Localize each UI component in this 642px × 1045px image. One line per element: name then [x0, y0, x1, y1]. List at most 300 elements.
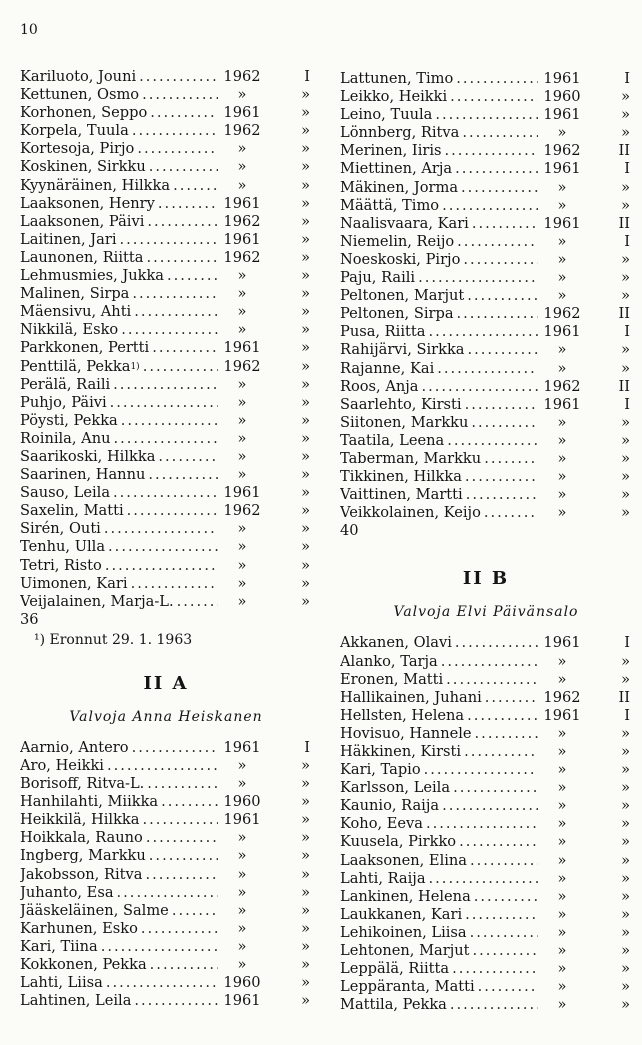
student-name: Korhonen, Seppo — [20, 104, 148, 122]
student-name: Veikkolainen, Keijo — [340, 504, 481, 522]
entry-year: 1961 — [543, 395, 581, 413]
class-level: » — [301, 901, 310, 919]
student-name: Taberman, Markku — [340, 449, 482, 467]
list-item — [340, 179, 632, 197]
student-name-cell — [20, 412, 218, 430]
student-name-cell — [340, 870, 538, 888]
student-name-cell — [340, 468, 538, 486]
student-name-cell — [20, 285, 218, 303]
dot-leader — [464, 707, 538, 725]
student-name-cell — [340, 671, 538, 689]
student-name: Alanko, Tarja — [340, 652, 438, 670]
list-item — [20, 557, 312, 575]
student-name: Jakobsson, Ritva — [20, 865, 143, 883]
class-level: I — [624, 323, 630, 341]
class-level: » — [621, 359, 630, 377]
list-item — [340, 106, 632, 124]
dot-leader — [468, 414, 538, 432]
list-item — [340, 396, 632, 414]
list-item — [20, 793, 312, 811]
entry-year: 1961 — [223, 194, 261, 212]
student-name: Hallikainen, Juhani — [340, 688, 482, 706]
class-level: » — [621, 449, 630, 467]
student-name-cell — [20, 866, 218, 884]
student-name: Sauso, Leila — [20, 484, 111, 502]
student-name-cell — [20, 593, 218, 611]
class-level: » — [621, 960, 630, 978]
class-level: I — [624, 395, 630, 413]
class-level: » — [621, 851, 630, 869]
class-level: » — [621, 468, 630, 486]
class-level: » — [621, 124, 630, 142]
entry-year: 1961 — [223, 811, 261, 829]
dot-leader — [164, 267, 218, 285]
entry-year: 1961 — [543, 323, 581, 341]
class-level: » — [301, 847, 310, 865]
list-item — [340, 233, 632, 251]
entry-year: » — [237, 829, 247, 847]
list-item — [20, 847, 312, 865]
class-list-iia — [20, 739, 312, 1010]
student-count: 40 — [340, 522, 359, 540]
list-item — [20, 303, 312, 321]
entry-year: 1962 — [223, 122, 261, 140]
student-name-cell — [340, 743, 538, 761]
entry-year: » — [237, 757, 247, 774]
entry-year: 1961 — [543, 70, 581, 87]
class-level: II — [618, 214, 630, 232]
student-name-cell — [340, 124, 538, 142]
student-name-cell — [340, 779, 538, 797]
entry-year: » — [237, 901, 247, 919]
list-item — [20, 520, 312, 538]
entry-year: » — [557, 851, 567, 869]
class-level: » — [301, 793, 310, 811]
list-item — [340, 287, 632, 305]
class-level: » — [301, 212, 310, 230]
list-item — [20, 358, 312, 376]
dot-leader — [158, 793, 218, 811]
dot-leader — [469, 215, 538, 233]
entry-year: 1962 — [223, 212, 261, 230]
class-level: » — [621, 996, 630, 1014]
student-name-cell — [340, 450, 538, 468]
list-item — [340, 414, 632, 432]
student-name-cell — [20, 231, 218, 249]
entry-year: » — [557, 341, 567, 359]
list-item — [20, 86, 312, 104]
list-item — [340, 761, 632, 779]
student-name: Borisoff, Ritva-L. — [20, 775, 145, 793]
dot-leader — [101, 520, 218, 538]
dot-leader — [461, 743, 538, 761]
student-name-cell — [20, 884, 218, 902]
list-item — [340, 888, 632, 906]
list-item — [20, 992, 312, 1010]
list-item — [340, 634, 632, 652]
student-name-cell — [20, 321, 218, 339]
class-level: » — [301, 86, 310, 104]
entry-year: » — [557, 178, 567, 196]
entry-year: » — [237, 937, 247, 955]
entry-year: 1961 — [223, 104, 261, 122]
list-item — [340, 743, 632, 761]
dot-leader — [454, 305, 538, 323]
dot-leader — [467, 852, 538, 870]
student-name: Hellsten, Helena — [340, 706, 465, 724]
dot-leader — [142, 866, 218, 884]
student-name: Saarikoski, Hilkka — [20, 447, 156, 465]
list-item — [340, 323, 632, 341]
student-name-cell — [340, 707, 538, 725]
student-name-cell — [20, 448, 218, 466]
dot-leader — [102, 557, 218, 575]
student-name: Vaittinen, Martti — [340, 486, 463, 504]
student-name-cell — [20, 956, 218, 974]
entry-year: 1962 — [223, 357, 261, 375]
class-level: » — [301, 267, 310, 285]
student-name-cell — [340, 960, 538, 978]
list-item — [20, 394, 312, 412]
entry-year: » — [557, 250, 567, 268]
entry-year: » — [557, 413, 567, 431]
class-level: » — [621, 431, 630, 449]
dot-leader — [464, 287, 538, 305]
class-level: I — [624, 706, 630, 724]
entry-year: » — [557, 743, 567, 760]
class-level: » — [621, 779, 630, 797]
student-name: Juhanto, Esa — [20, 883, 114, 901]
footnote-marker: 1) — [130, 361, 140, 372]
class-level: » — [301, 375, 310, 393]
student-name: Penttilä, Pekka — [20, 357, 131, 375]
list-item — [20, 902, 312, 920]
entry-year: » — [557, 978, 567, 996]
student-name-cell — [20, 68, 218, 86]
list-item — [340, 70, 632, 88]
class-level: » — [301, 248, 310, 266]
student-name: Lahti, Liisa — [20, 974, 103, 992]
class-level: I — [624, 70, 630, 87]
student-name-cell — [20, 502, 218, 520]
class-level: » — [621, 978, 630, 996]
list-item — [340, 689, 632, 707]
list-item — [340, 779, 632, 797]
student-name: Jääskeläinen, Salme — [20, 901, 169, 919]
dot-leader — [136, 68, 218, 86]
student-name-cell — [340, 142, 538, 160]
entry-year: » — [557, 124, 567, 142]
class-level: » — [301, 176, 310, 194]
student-name-cell — [20, 177, 218, 195]
dot-leader — [462, 396, 538, 414]
student-name: Parkkonen, Pertti — [20, 339, 150, 357]
entry-year: » — [237, 956, 247, 974]
list-item — [20, 502, 312, 520]
class-level: » — [301, 574, 310, 592]
dot-leader — [118, 412, 218, 430]
entry-year: » — [237, 321, 247, 339]
student-name: Uimonen, Kari — [20, 574, 128, 592]
student-name-cell — [20, 339, 218, 357]
student-name: Miettinen, Arja — [340, 160, 453, 178]
list-item — [340, 653, 632, 671]
list-item — [20, 448, 312, 466]
student-name-cell — [20, 557, 218, 575]
student-name: Roos, Anja — [340, 377, 419, 395]
student-name-cell — [340, 761, 538, 779]
student-name-cell — [20, 358, 218, 376]
student-name-cell — [20, 195, 218, 213]
class-level: » — [301, 556, 310, 574]
entry-year: » — [237, 538, 247, 556]
student-name: Koskinen, Sirkku — [20, 158, 146, 176]
class-level: » — [621, 923, 630, 941]
student-name: Hanhilahti, Miikka — [20, 793, 159, 811]
student-name: Veijalainen, Marja-L. — [20, 592, 174, 610]
dot-leader — [143, 829, 218, 847]
dot-leader — [139, 86, 218, 104]
student-name: Laukkanen, Kari — [340, 905, 463, 923]
student-name: Tikkinen, Hilkka — [340, 468, 462, 486]
class-level: » — [621, 724, 630, 742]
student-name: Tenhu, Ulla — [20, 538, 106, 556]
list-item — [340, 852, 632, 870]
dot-leader — [114, 884, 218, 902]
dot-leader — [110, 376, 218, 394]
student-name-cell — [20, 757, 218, 775]
student-name-cell — [20, 466, 218, 484]
dot-leader — [134, 140, 218, 158]
class-level: » — [621, 250, 630, 268]
list-item — [340, 432, 632, 450]
class-level: II — [618, 377, 630, 395]
list-item — [20, 938, 312, 956]
list-item — [20, 140, 312, 158]
class-list-iib — [340, 634, 632, 1014]
list-item — [340, 142, 632, 160]
entry-year: » — [557, 905, 567, 923]
class-level: » — [301, 357, 310, 375]
dot-leader — [432, 106, 538, 124]
class-level: » — [301, 484, 310, 502]
list-item — [20, 593, 312, 611]
class-level: » — [621, 815, 630, 833]
student-name: Lahtinen, Leila — [20, 992, 132, 1010]
list-item — [20, 884, 312, 902]
student-name: Laaksonen, Henry — [20, 194, 155, 212]
entry-year: 1961 — [223, 992, 261, 1010]
entry-year: 1960 — [223, 974, 261, 992]
student-name: Eronen, Matti — [340, 670, 444, 688]
entry-year: » — [237, 429, 247, 447]
list-item — [20, 575, 312, 593]
entry-year: » — [557, 797, 567, 815]
student-name: Puhjo, Päivi — [20, 393, 107, 411]
student-name-cell — [20, 829, 218, 847]
student-name-cell — [340, 341, 538, 359]
student-name: Aro, Heikki — [20, 757, 104, 774]
student-name: Saarinen, Hannu — [20, 466, 146, 484]
entry-year: 1961 — [223, 230, 261, 248]
entry-year: » — [237, 140, 247, 158]
student-name-cell — [20, 213, 218, 231]
list-item — [340, 978, 632, 996]
entry-year: 1960 — [223, 793, 261, 811]
student-name: Rajanne, Kai — [340, 359, 435, 377]
class-level: I — [624, 634, 630, 652]
student-name: Kaunio, Raija — [340, 797, 440, 815]
entry-year: » — [557, 652, 567, 670]
class-level: » — [301, 757, 310, 774]
list-item — [20, 195, 312, 213]
class-level: » — [621, 196, 630, 214]
dot-leader — [144, 775, 218, 793]
entry-year: 1962 — [543, 688, 581, 706]
dot-leader — [456, 833, 538, 851]
dot-leader — [415, 269, 538, 287]
student-name-cell — [340, 653, 538, 671]
dot-leader — [138, 920, 218, 938]
student-name: Rahijärvi, Sirkka — [340, 341, 465, 359]
student-name-cell — [340, 305, 538, 323]
page-number: 10 — [20, 22, 38, 38]
dot-leader — [149, 339, 218, 357]
entry-year: » — [237, 556, 247, 574]
dot-leader — [462, 906, 538, 924]
list-item — [340, 942, 632, 960]
entry-year: » — [557, 670, 567, 688]
class-level: » — [301, 974, 310, 992]
class-level: » — [301, 447, 310, 465]
student-name-cell — [340, 906, 538, 924]
list-item — [20, 866, 312, 884]
list-item — [20, 158, 312, 176]
right-column — [340, 70, 632, 1014]
entry-year: » — [237, 285, 247, 303]
dot-leader — [475, 978, 538, 996]
class-level: » — [301, 520, 310, 538]
dot-leader — [103, 974, 218, 992]
entry-year: » — [557, 779, 567, 797]
student-name-cell — [340, 833, 538, 851]
class-level: » — [301, 140, 310, 158]
student-name: Lattunen, Timo — [340, 70, 454, 87]
dot-leader — [452, 160, 538, 178]
dot-leader — [174, 593, 218, 611]
entry-year: 1962 — [543, 305, 581, 323]
student-name: Kari, Tapio — [340, 761, 421, 779]
entry-year: » — [557, 996, 567, 1014]
student-name-cell — [340, 852, 538, 870]
entry-year: 1962 — [223, 248, 261, 266]
list-item — [20, 775, 312, 793]
dot-leader — [129, 285, 218, 303]
class-level: » — [301, 865, 310, 883]
list-item — [20, 231, 312, 249]
dot-leader — [143, 249, 218, 267]
class-level: » — [621, 670, 630, 688]
entry-year: » — [557, 761, 567, 779]
class-level: » — [301, 883, 310, 901]
dot-leader — [438, 653, 538, 671]
class-level: » — [301, 829, 310, 847]
entry-year: » — [557, 232, 567, 250]
student-name: Pöysti, Pekka — [20, 411, 118, 429]
class-level: » — [301, 956, 310, 974]
student-name-cell — [340, 924, 538, 942]
student-name: Nikkilä, Esko — [20, 321, 119, 339]
dot-leader — [426, 870, 538, 888]
list-item — [20, 249, 312, 267]
list-item — [340, 725, 632, 743]
section-title-iia: II A — [143, 672, 189, 694]
entry-year: 1961 — [543, 634, 581, 652]
entry-year: 1962 — [543, 377, 581, 395]
class-level: I — [304, 738, 310, 756]
entry-year: » — [237, 775, 247, 793]
dot-leader — [442, 142, 538, 160]
class-level: » — [301, 538, 310, 556]
list-item — [340, 88, 632, 106]
class-level: » — [301, 592, 310, 610]
student-name: Korpela, Tuula — [20, 122, 129, 140]
list-item — [20, 538, 312, 556]
student-name-cell — [340, 396, 538, 414]
class-level: » — [301, 919, 310, 937]
dot-leader — [439, 197, 538, 215]
student-name: Leino, Tuula — [340, 106, 433, 124]
list-item — [340, 251, 632, 269]
student-name: Niemelin, Reijo — [340, 232, 455, 250]
student-name: Peltonen, Marjut — [340, 287, 465, 305]
student-name: Malinen, Sirpa — [20, 285, 130, 303]
student-name: Perälä, Raili — [20, 375, 111, 393]
student-name-cell — [20, 974, 218, 992]
class-level: » — [621, 486, 630, 504]
dot-leader — [107, 394, 218, 412]
student-name: Hovisuo, Hannele — [340, 724, 472, 742]
student-name-cell — [340, 70, 538, 88]
entry-year: 1961 — [543, 706, 581, 724]
student-name-cell — [340, 432, 538, 450]
student-name-cell — [340, 179, 538, 197]
list-item — [340, 996, 632, 1014]
student-name: Lönnberg, Ritva — [340, 124, 460, 142]
student-name: Laaksonen, Elina — [340, 851, 468, 869]
student-name: Laaksonen, Päivi — [20, 212, 145, 230]
class-level: I — [304, 68, 310, 85]
entry-year: » — [557, 269, 567, 287]
dot-leader — [447, 88, 538, 106]
entry-year: 1961 — [223, 484, 261, 502]
class-level: » — [301, 285, 310, 303]
class-level: » — [301, 104, 310, 122]
class-level: I — [624, 232, 630, 250]
list-item — [340, 707, 632, 725]
student-name-cell — [20, 122, 218, 140]
dot-leader — [129, 122, 218, 140]
dot-leader — [472, 725, 538, 743]
dot-leader — [124, 502, 218, 520]
class-level: » — [301, 339, 310, 357]
dot-leader — [118, 321, 218, 339]
dot-leader — [155, 448, 218, 466]
student-name: Launonen, Riitta — [20, 248, 144, 266]
class-level: » — [301, 411, 310, 429]
student-name: Lankinen, Helena — [340, 887, 471, 905]
entry-year: » — [237, 447, 247, 465]
